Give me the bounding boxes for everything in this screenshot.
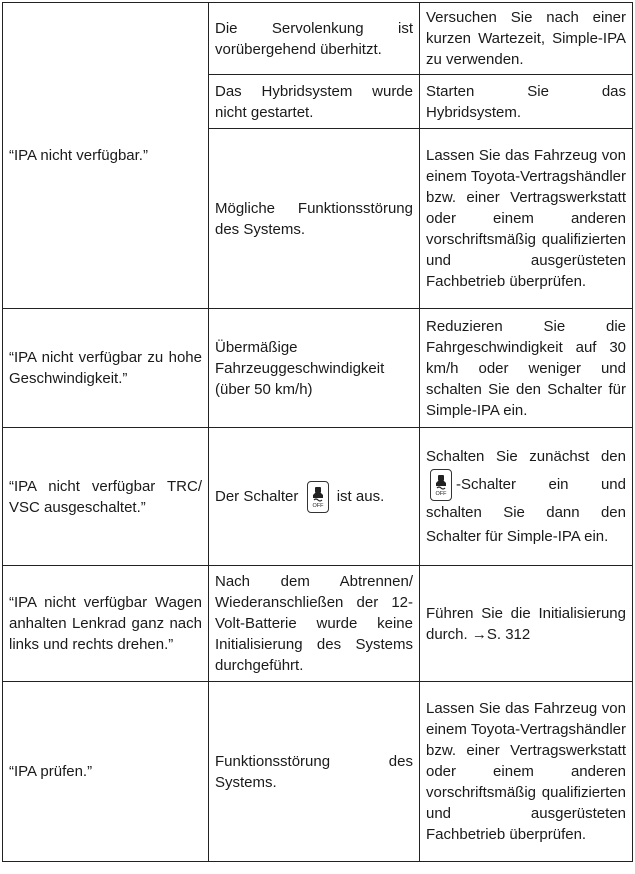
cause-cell xyxy=(209,428,420,566)
cause-cell xyxy=(209,309,420,428)
table-row xyxy=(3,682,633,862)
action-cell xyxy=(420,3,633,75)
action-cell xyxy=(420,566,633,682)
action-cell xyxy=(420,75,633,129)
action-cell xyxy=(420,428,633,566)
message-cell xyxy=(3,428,209,566)
message-text: “IPA prüfen.” xyxy=(9,763,93,780)
cause-cell xyxy=(209,682,420,862)
cause-text: Nach dem Abtrennen/ Wiederanschließen der 12-Volt-Batterie wurde keine Initialisierung des Systems durchgeführt. xyxy=(215,573,413,674)
message-text: “IPA nicht verfügbar zu hohe Geschwindigkeit.” xyxy=(9,349,202,387)
cause-text-after: ist aus. xyxy=(336,487,385,505)
cause-text: Das Hybridsystem wurde nicht gestartet. xyxy=(215,82,413,121)
action-text-before: Schalten Sie zunächst den xyxy=(426,447,626,465)
svg-text:OFF: OFF xyxy=(435,490,447,497)
table-row xyxy=(3,309,633,428)
cause-text: Mögliche Funktionsstörung des Systems. xyxy=(215,199,413,238)
message-text: “IPA nicht verfügbar Wagen anhalten Lenkrad ganz nach links und rechts drehen.” xyxy=(9,594,202,653)
cause-cell xyxy=(209,75,420,129)
table-row xyxy=(3,566,633,682)
action-cell xyxy=(420,129,633,309)
action-text: Lassen Sie das Fahrzeug von einem Toyota-Vertragshändler bzw. einer Vertragswerkstatt oder einem anderen vorschriftsmäßig qualifizierten und ausgerüsteten Fachbetrieb überprüfen. xyxy=(426,147,626,290)
action-text: Führen Sie die Initialisierung durch. →S. 312 xyxy=(426,604,626,643)
vsc-off-icon xyxy=(430,469,452,501)
message-cell xyxy=(3,682,209,862)
cause-text-before: Der Schalter xyxy=(215,487,299,505)
table-row xyxy=(3,3,633,75)
cause-cell xyxy=(209,129,420,309)
message-text: “IPA nicht verfügbar.” xyxy=(9,147,148,164)
vsc-off-icon xyxy=(307,481,329,513)
action-cell xyxy=(420,309,633,428)
warning-message-table xyxy=(2,2,633,862)
svg-text:OFF: OFF xyxy=(312,502,324,509)
cause-text: Funktionsstörung des Systems. xyxy=(215,752,413,791)
action-text: Versuchen Sie nach einer kurzen Wartezeit, Simple-IPA zu verwenden. xyxy=(426,9,626,68)
cause-text: Die Servolenkung ist vorübergehend überhitzt. xyxy=(215,19,413,58)
action-text: Starten Sie das Hybridsystem. xyxy=(426,82,626,121)
cause-text: Übermäßige Fahrzeuggeschwindigkeit (über 50 km/h) xyxy=(215,338,385,398)
message-cell xyxy=(3,566,209,682)
table-row xyxy=(3,428,633,566)
action-text: Lassen Sie das Fahrzeug von einem Toyota-Vertragshändler bzw. einer Vertragswerkstatt oder einem anderen vorschriftsmäßig qualifizierten und ausgerüsteten Fachbetrieb überprüfen. xyxy=(426,700,626,843)
message-cell xyxy=(3,309,209,428)
message-text: “IPA nicht verfügbar TRC/ VSC ausgeschaltet.” xyxy=(9,477,202,516)
action-text-after: -Schalter ein und schalten Sie dann den Schalter für Simple-IPA ein. xyxy=(426,475,626,545)
cause-cell xyxy=(209,566,420,682)
action-cell xyxy=(420,682,633,862)
cause-cell xyxy=(209,3,420,75)
action-text: Reduzieren Sie die Fahrgeschwindigkeit auf 30 km/h oder weniger und schalten Sie den Schalter für Simple-IPA ein. xyxy=(426,317,626,419)
message-cell xyxy=(3,3,209,309)
